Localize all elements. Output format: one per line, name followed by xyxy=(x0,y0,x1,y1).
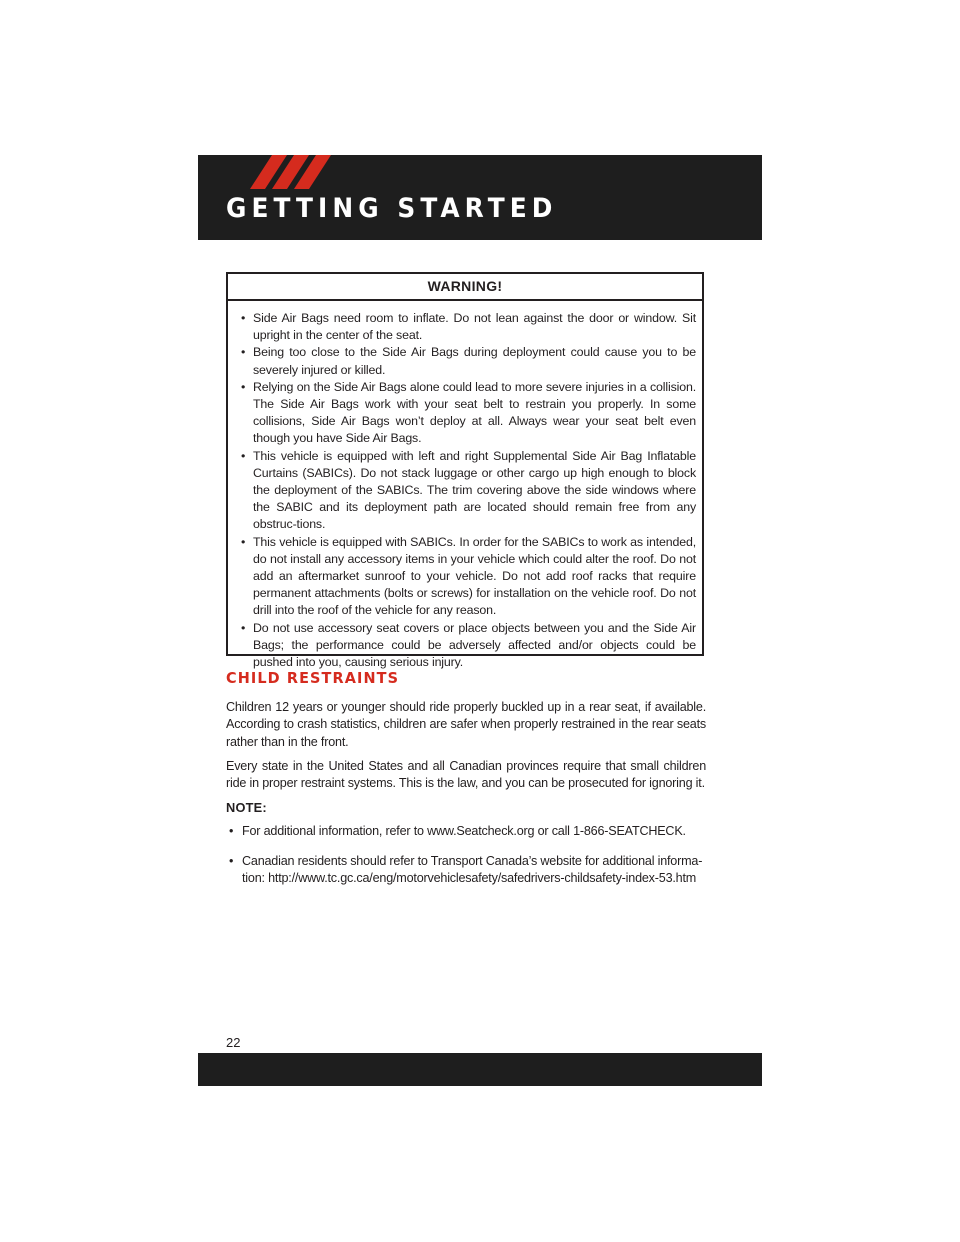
section-heading: CHILD RESTRAINTS xyxy=(226,669,400,687)
body-paragraph: Every state in the United States and all Canadian provinces require that small children ride in proper restraint systems. This is the law, and you can be prosecuted for ignoring it. xyxy=(226,759,706,791)
warning-item: • Do not use accessory seat covers or place objects between you and the Side Air Bags; the performance could be adversely affected and/or objects could be pushed into you, causing serious injury. xyxy=(241,620,696,670)
note-item: • Canadian residents should refer to Transport Canada’s website for additional informa-tion: http://www.tc.gc.ca/eng/motorvehiclesafety/safedrivers-childsafety-index-53.htm xyxy=(229,854,703,886)
warning-item: • Relying on the Side Air Bags alone could lead to more severe injuries in a collision. The Side Air Bags work with your seat belt to restrain you properly. In some collisions, Side Air Bags won’t deploy at all. Always wear your seat belt even though you have Side Air Bags. xyxy=(241,379,696,446)
warning-list xyxy=(228,301,702,671)
warning-item: • Side Air Bags need room to inflate. Do not lean against the door or window. Sit upright in the center of the seat. xyxy=(241,311,696,343)
footer-bar xyxy=(198,1053,762,1086)
note-list xyxy=(226,853,706,888)
body-paragraph: Children 12 years or younger should ride properly buckled up in a rear seat, if available. According to crash statistics, children are safer when properly restrained in the rear seats rather than in the front. xyxy=(226,700,706,749)
warning-item: • Being too close to the Side Air Bags during deployment could cause you to be severely injured or killed. xyxy=(241,345,696,377)
note-label: NOTE: xyxy=(226,800,267,815)
chapter-title: GETTING STARTED xyxy=(226,193,558,224)
warning-box xyxy=(226,272,704,670)
note-item: • For additional information, refer to www.Seatcheck.org or call 1-866-SEATCHECK. xyxy=(229,824,686,838)
page-number: 22 xyxy=(226,1035,241,1050)
warning-heading: WARNING! xyxy=(228,274,702,301)
chapter-header xyxy=(198,155,762,240)
warning-item: • This vehicle is equipped with SABICs. In order for the SABICs to work as intended, do not install any accessory items in your vehicle which could alter the roof. Do not add an aftermarket sunroof to your vehicle. Do not add roof racks that require permanent attachments (bolts or screws) for installation on the vehicle roof. Do not drill into the roof of the vehicle for any reason. xyxy=(241,534,696,618)
note-list xyxy=(226,823,706,840)
brand-stripes-icon xyxy=(250,155,340,189)
warning-item: • This vehicle is equipped with left and right Supplemental Side Air Bag Inflatable Curtains (SABICs). Do not stack luggage or other cargo up high enough to block the deployment of the SABICs. The trim covering above the side windows where the SABIC and its deployment path are located should remain free from any obstruc-tions. xyxy=(241,448,696,532)
